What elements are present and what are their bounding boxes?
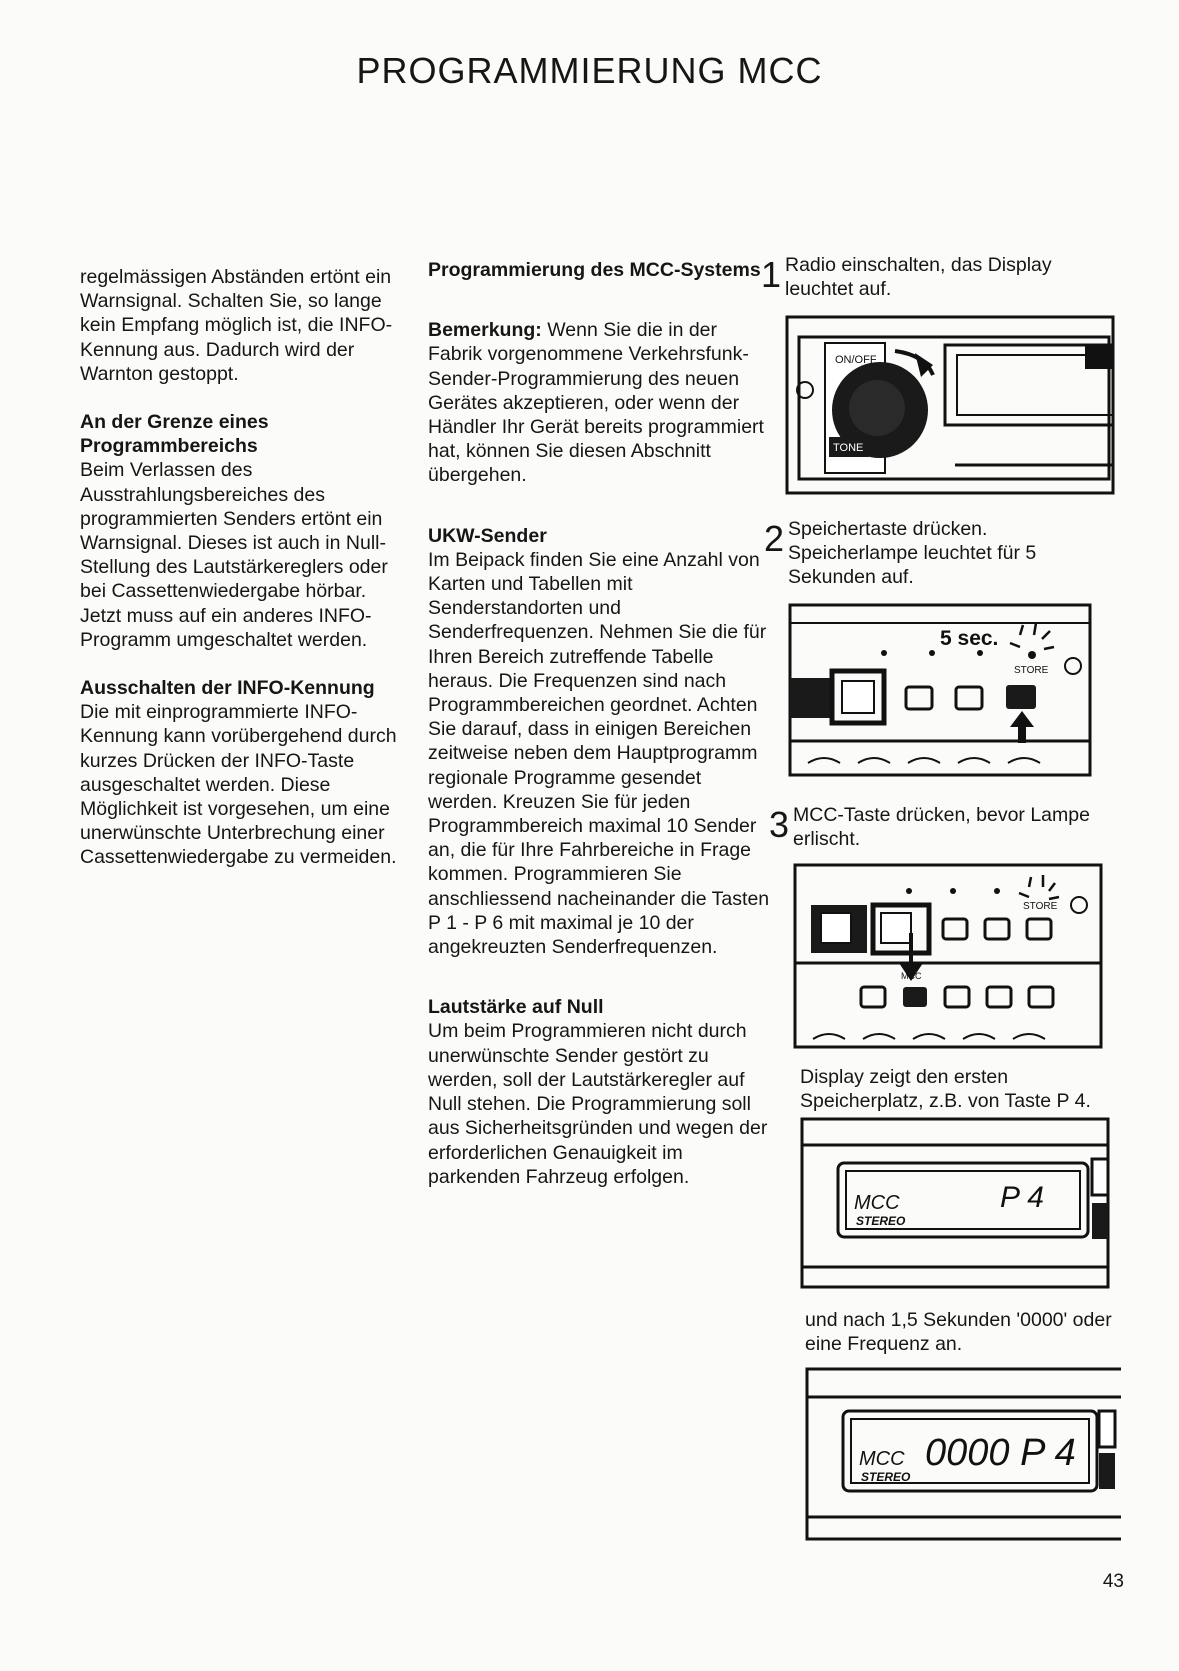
sec-label: 5 sec. (940, 627, 999, 650)
grenze-paragraph: Beim Verlassen des Ausstrahlungsbereiches des programmierten Senders ertönt ein Warnsignal. Dieses ist auch in Null-Stellung des Lautstärkereglers oder bei Cassettenwiedergabe hörbar. Jetzt muss auf ein anderes INFO-Programm umgeschaltet werden. (80, 459, 388, 651)
lcd-p4-text: P 4 (1000, 1181, 1044, 1214)
ausschalten-paragraph: Die mit einprogrammierte INFO-Kennung kann vorübergehend durch kurzes Drücken der INFO-Taste ausgeschaltet werden. Diese Möglichkeit ist vorgesehen, um eine unerwünschte Unterbrechung einer Cassettenwiedergabe zu vermeiden. (80, 701, 397, 869)
store-button-figure (788, 603, 1106, 778)
page-title: PROGRAMMIERUNG MCC (356, 50, 823, 91)
lautstaerke-heading: Lautstärke auf Null (428, 996, 604, 1019)
display-caption-2: und nach 1,5 Sekunden '0000' oder eine Frequenz an. (805, 1309, 1112, 1355)
lcd-mcc-text: MCC (854, 1192, 900, 1214)
step-1-text: Radio einschalten, das Display leuchtet auf. (785, 254, 1052, 300)
ukw-heading: UKW-Sender (428, 524, 547, 547)
lamp-rays-icon (1010, 623, 1054, 649)
onoff-label: ON/OFF (835, 354, 877, 366)
bemerkung-text: Wenn Sie die in der Fabrik vorgenommene Verkehrsfunk-Sender-Programmierung des neuen Gerätes akzeptieren, oder wenn der Händler Ihr Gerät bereits programmiert hat, können Sie diesen Abschnitt übergehen. (428, 319, 764, 487)
mcc-button-figure (793, 863, 1111, 1051)
grenze-heading: An der Grenze eines Programmbereichs (80, 411, 269, 458)
step-1 (761, 253, 1115, 301)
ausschalten-heading: Ausschalten der INFO-Kennung (80, 677, 375, 700)
page-number: 43 (1102, 1571, 1124, 1592)
step-2 (764, 517, 1108, 589)
store-label: STORE (1014, 665, 1049, 676)
tone-label: TONE (833, 442, 864, 454)
step-1-number: 1 (761, 254, 782, 295)
radio-onoff-figure (785, 315, 1115, 495)
step-2-number: 2 (764, 518, 785, 559)
ukw-paragraph: Im Beipack finden Sie eine Anzahl von Karten und Tabellen mit Senderstandorten und Senderfrequenzen. Nehmen Sie die für Ihren Bereich zutreffende Tabelle heraus. Die Frequenzen sind nach Programmbereichen geordnet. Achten Sie darauf, dass in einigen Bereichen zeitweise neben dem Hauptprogramm regionale Programme gesendet werden. Kreuzen Sie für jeden Programmbereich maximal 10 Sender an, die für Ihre Fahrbereiche in Frage kommen. Programmieren Sie anschliessend nacheinander die Tasten P 1 - P 6 mit maximal je 10 der angekreuzten Senderfrequenzen. (428, 548, 770, 959)
column-middle (428, 258, 773, 1189)
step-2-text: Speichertaste drücken. Speicherlampe leuchtet für 5 Sekunden auf. (788, 518, 1037, 588)
step-3 (769, 803, 1103, 851)
lcd-stereo-text: STEREO (856, 1214, 906, 1228)
lcd-frequency-text: 0000 P 4 (925, 1432, 1076, 1474)
step-3-text: MCC-Taste drücken, bevor Lampe erlischt. (793, 804, 1090, 850)
intro-paragraph: regelmässigen Abständen ertönt ein Warnsignal. Schalten Sie, so lange kein Empfang möglich ist, die INFO-Kennung aus. Dadurch wird der Warnton gestoppt. (80, 266, 393, 385)
lcd-stereo-text-2: STEREO (861, 1470, 911, 1484)
lamp-rays-icon (1019, 875, 1059, 899)
store-label-2: STORE (1023, 901, 1058, 912)
lautstaerke-paragraph: Um beim Programmieren nicht durch unerwünschte Sender gestört zu werden, soll der Lautstärkeregler auf Null stehen. Die Programmierung soll aus Sicherheitsgründen und wegen der erforderlichen Genauigkeit im parkenden Fahrzeug erfolgen. (428, 1020, 768, 1188)
bemerkung-paragraph (428, 318, 773, 487)
display-caption-1: Display zeigt den ersten Speicherplatz, z.B. von Taste P 4. (800, 1066, 1091, 1112)
column-left (80, 265, 410, 870)
step-3-number: 3 (769, 804, 790, 845)
display-p4-figure (800, 1117, 1116, 1291)
mcc-label: MCC (901, 971, 922, 981)
lcd-mcc-text-2: MCC (859, 1448, 905, 1470)
bemerkung-label: Bemerkung: (428, 319, 542, 342)
display-0000-figure (805, 1367, 1121, 1545)
programmierung-heading: Programmierung des MCC-Systems (428, 259, 761, 281)
